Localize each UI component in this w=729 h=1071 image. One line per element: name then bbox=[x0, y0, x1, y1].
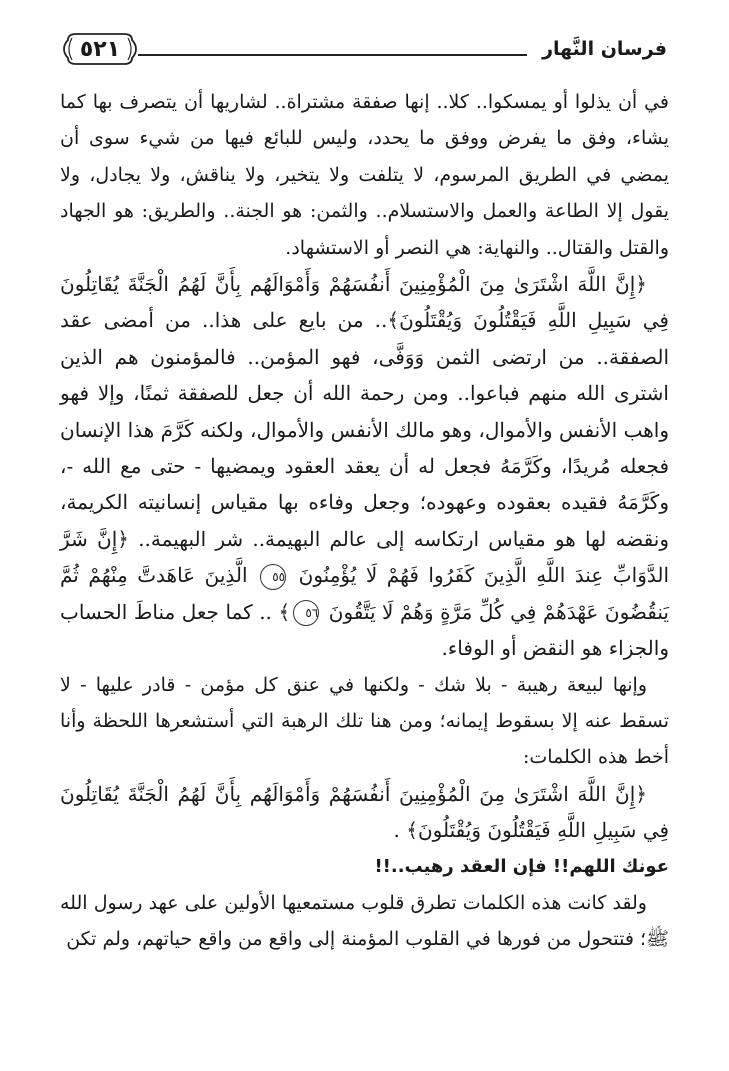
page-header bbox=[62, 30, 667, 70]
quran-verse-3-block bbox=[60, 776, 669, 849]
running-title: فرسان النَّهار bbox=[542, 38, 667, 60]
paragraph-4: وإنها لبيعة رهيبة - بلا شك - ولكنها في عنق كل مؤمن - قادر عليها - لا تسقط عنه إلا بسقوط إيمانه؛ ومن هنا تلك الرهبة التي أستشعرها اللحظة وأنا أخط هذه الكلمات: bbox=[60, 673, 669, 769]
paragraph-3-text: .. كما جعل مناطَ الحساب والجزاء هو النقض أو الوفاء. bbox=[60, 599, 669, 661]
quran-verse-3: ﴿إِنَّ اللَّهَ اشْتَرَىٰ مِنَ الْمُؤْمِنِينَ أَنفُسَهُمْ وَأَمْوَالَهُم بِأَنَّ لَهُمُ الْجَنَّةَ يُقَاتِلُونَ فِي سَبِيلِ اللَّهِ فَيَقْتُلُونَ وَيُقْتَلُونَ﴾ . bbox=[60, 781, 669, 843]
page-number: ٥٢١ bbox=[79, 36, 121, 62]
paragraph-5: ولقد كانت هذه الكلمات تطرق قلوب مستمعيها الأولين على عهد رسول الله ﷺ؛ فتتحول من فورها في القلوب المؤمنة إلى واقع من واقع حياتهم، ولم تكن bbox=[60, 891, 669, 951]
quran-verse-2-end: ﴾ bbox=[278, 599, 291, 624]
quran-verse-2: ﴿إِنَّ شَرَّ الدَّوَابِّ عِندَ اللَّهِ الَّذِينَ كَفَرُوا فَهُمْ لَا يُؤْمِنُونَ bbox=[60, 526, 669, 588]
header-rule bbox=[138, 54, 527, 56]
quran-verse-1: ﴿إِنَّ اللَّهَ اشْتَرَىٰ مِنَ الْمُؤْمِنِينَ أَنفُسَهُمْ وَأَمْوَالَهُم بِأَنَّ لَهُمُ الْجَنَّةَ يُقَاتِلُونَ فِي سَبِيلِ اللَّهِ فَيَقْتُلُونَ وَيُقْتَلُونَ﴾ bbox=[60, 272, 669, 333]
paragraph-1: في أن يذلوا أو يمسكوا.. كلا.. إنها صفقة مشتراة.. لشاريها أن يتصرف بها كما يشاء، وفق ما يفرض ووفق ما يحدد، وليس للبائع فيها من شيء سوى أن يمضي في الطريق المرسوم، لا يتلفت ولا يتخير، ولا يناقش، ولا يجادل، ولا يقول إلا الطاعة والعمل والاستسلام.. والثمن: هو الجنة.. والطريق: هو الجهاد والقتل والقتال.. والنهاية: هي النصر أو الاستشهاد. bbox=[60, 91, 669, 259]
verse-number-marker: ٥٥ bbox=[260, 564, 286, 590]
paragraph-2-text: .. من بايع على هذا.. من أمضى عقد الصفقة.. من ارتضى الثمن وَوَفَّى، فهو المؤمن.. فالمؤمنون هم الذين اشترى الله منهم فباعوا.. ومن رحمة الله أن جعل للصفقة ثمنًا، وإلا فهو واهب الأنفس والأموال، وهو مالك الأنفس والأموال، ولكنه كَرَّمَ هذا الإنسان فجعله مُريدًا، وكَرَّمَهُ فجعل له أن يعقد العقود ويمضيها - حتى مع الله -، وكَرَّمَهُ فقيده بعقوده وعهوده؛ وجعل وفاءه بها مقياس إنسانيته الكريمة، ونقضه لها هو مقياس ارتكاسه إلى عالم البهيمة.. شر البهيمة.. bbox=[60, 308, 669, 551]
body-text bbox=[60, 84, 669, 958]
page-number-frame bbox=[62, 30, 138, 68]
verse-number-marker: ٥٦ bbox=[293, 600, 319, 626]
quran-verse-2-cont: الَّذِينَ عَاهَدتَّ مِنْهُمْ ثُمَّ يَنقُضُونَ عَهْدَهُمْ فِي كُلِّ مَرَّةٍ وَهُمْ لَا يَتَّقُونَ bbox=[60, 563, 669, 624]
section-heading: عونك اللهم!! فإن العقد رهيب..!! bbox=[374, 855, 669, 877]
paragraph-2 bbox=[60, 266, 669, 666]
